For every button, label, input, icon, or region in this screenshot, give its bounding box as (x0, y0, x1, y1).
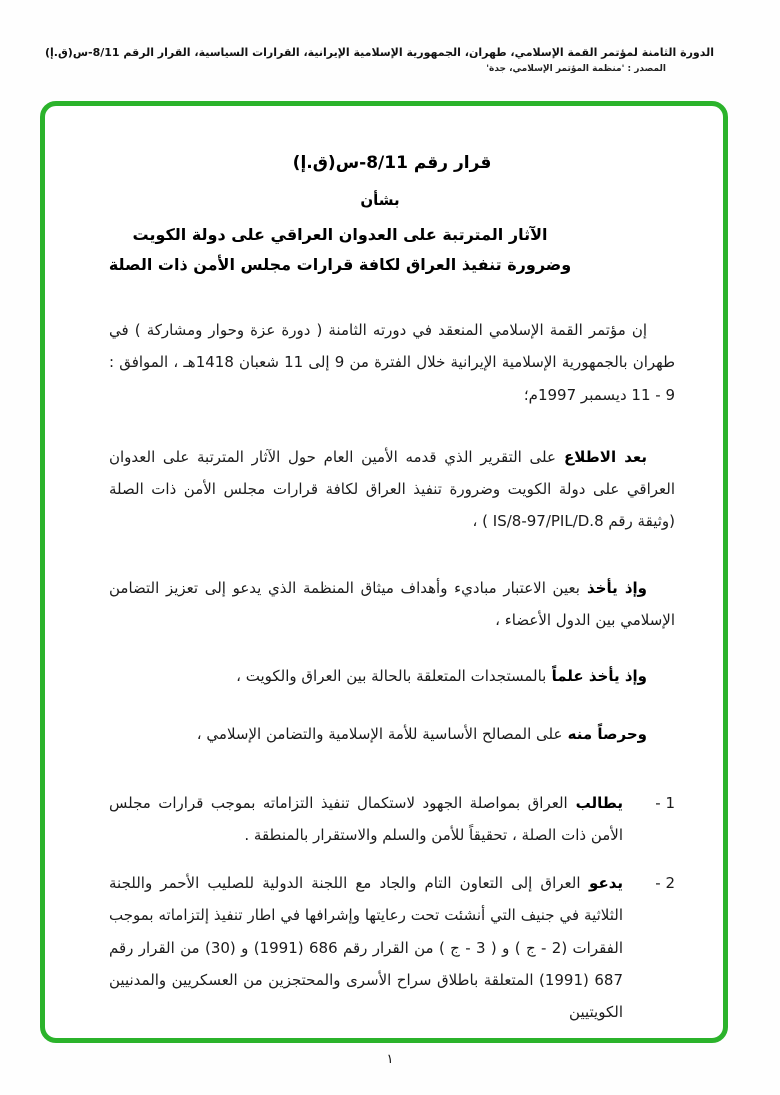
item-number: 1 - (655, 793, 675, 812)
header-source-line: المصدر : 'منظمة المؤتمر الإسلامي، جدة' (486, 64, 666, 74)
preamble-paragraph-5 (109, 718, 675, 750)
operative-item-1 (109, 787, 675, 852)
item-text-block (109, 787, 623, 852)
paragraph-text: بالمستجدات المتعلقة بالحالة بين العراق والكويت ، (236, 667, 547, 685)
paragraph-lead: وحرصاً منه (567, 725, 647, 744)
paragraph-text: على التقرير الذي قدمه الأمين العام حول الآثار المترتبة على العدوان العراقي على دولة الكويت وضرورة تنفيذ العراق لكافة قرارات مجلس الأمن ذات الصلة (وثيقة رقم IS/8-97/PIL/D.8 ) ، (109, 447, 675, 531)
item-lead: يدعو (589, 874, 623, 892)
preamble-paragraph-2 (109, 441, 675, 538)
subject-line-2: وضرورة تنفيذ العراق لكافة قرارات مجلس الأمن ذات الصلة (108, 255, 572, 274)
item-text-block (109, 867, 623, 1028)
paragraph-text: بعين الاعتبار مباديء وأهداف ميثاق المنظمة الذي يدعو إلى تعزيز التضامن الإسلامي بين الدول الأعضاء ، (109, 578, 675, 629)
subject-line-1: الآثار المترتبة على العدوان العراقي على دولة الكويت (132, 225, 548, 244)
page-number: ١ (386, 1052, 394, 1067)
item-text: العراق بمواصلة الجهود لاستكمال تنفيذ التزاماته بموجب قرارات مجلس الأمن ذات الصلة ، تحقيقاً للأمن والسلم والاستقرار بالمنطقة . (109, 793, 623, 844)
subject-label: بشأن (360, 191, 400, 209)
paragraph-text: على المصالح الأساسية للأمة الإسلامية والتضامن الإسلامي ، (196, 725, 563, 744)
paragraph-lead: وإذ يأخذ علماً (551, 667, 647, 685)
paragraph-text: إن مؤتمر القمة الإسلامي المنعقد في دورته الثامنة ( دورة عزة وحوار ومشاركة ) في طهران بالجمهورية الإسلامية الإيرانية خلال الفترة من 9 إلى 11 شعبان 1418هـ ، الموافق : 9 - 11 ديسمبر 1997م؛ (109, 321, 676, 404)
page-footer (0, 1052, 780, 1067)
paragraph-lead: وإذ يأخذ (587, 578, 648, 597)
resolution-title: قرار رقم 8/11-س(ق.إ) (292, 153, 492, 173)
operative-item-2 (109, 867, 675, 1028)
item-text: العراق إلى التعاون التام والجاد مع اللجنة الدولية للصليب الأحمر واللجنة الثلاثية في جنيف التي أنشئت تحت رعايتها وإشرافها في اطار تنفيذ إلتزاماته بموجب الفقرات (2 - ج ) و ( 3 - ج ) من القرار رقم 686 (1991) و (30) من القرار رقم 687 (1991) المتعلقة باطلاق سراح الأسرى والمحتجزين من العسكريين والمدنيين الكويتيين (109, 874, 624, 1021)
preamble-paragraph-1 (109, 314, 675, 411)
preamble-paragraph-3 (109, 572, 675, 637)
document-header (0, 0, 780, 74)
header-citation-line: الدورة الثامنة لمؤتمر القمة الإسلامي، طهران، الجمهورية الإسلامية الإيرانية، القرارات السياسية، القرار الرقم 8/11-س(ق.إ) (44, 46, 714, 59)
item-lead: يطالب (575, 793, 623, 812)
paragraph-lead: بعد الاطلاع (564, 447, 648, 466)
item-number: 2 - (655, 874, 675, 892)
preamble-paragraph-4 (109, 660, 675, 692)
green-highlight-frame (40, 101, 728, 1043)
